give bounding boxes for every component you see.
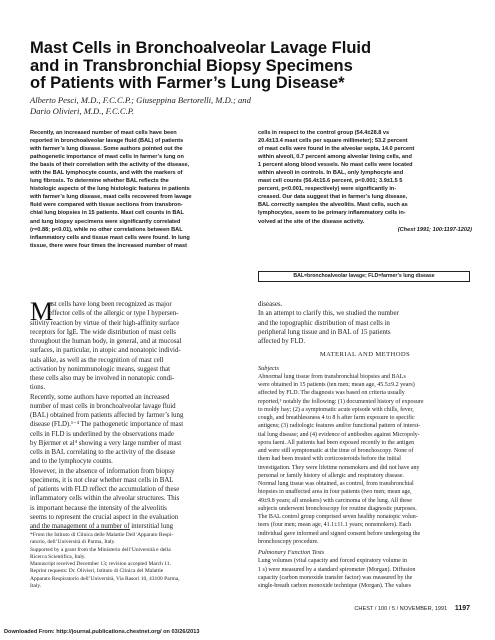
- subsection-heading: Subjects: [258, 364, 279, 372]
- abstract-line: inflammatory cells and tissue mast cells were found. In lung: [30, 234, 190, 241]
- body-line: effector cells of the allergic or type I hypersen-: [49, 310, 179, 318]
- abstract-line: 1 percent along blood vessels. No mast cells were located: [258, 162, 413, 169]
- abstract-line: with the BAL lymphocyte counts, and with the markers of: [30, 170, 183, 177]
- body-line: and the topographic distribution of mast cells in: [258, 319, 390, 327]
- body-line: (BAL) obtained from patients affected by farmer’s lung: [30, 412, 184, 419]
- body-line: sitivity reaction by virtue of their high-affinity surface: [30, 319, 180, 327]
- body-line: specimens, it is not clear whether mast cells in BAL: [30, 476, 174, 484]
- body-line: throughout the human body, in general, and at mucosal: [30, 338, 182, 345]
- body-line: disease (FLD).¹⁻⁴ The pathogenetic importance of mast: [30, 421, 184, 429]
- body-line: and to the lymphocyte counts.: [30, 458, 113, 466]
- abstract-line: (r=0.88; p<0.01), while no other correlations between BAL: [30, 226, 183, 233]
- body-line: Lung volumes (vital capacity and forced expiratory volume in: [258, 558, 407, 565]
- abstract-line: histologic aspects of the lung histologic features in patients: [30, 186, 190, 193]
- body-line: investigation. They were lifetime nonsmokers and did not have any: [258, 464, 420, 471]
- abstract-line: reported in bronchoalveolar lavage fluid (BAL) of patients: [30, 138, 184, 145]
- footnote-line: Apparato Respiratorio dell’Università, Via Rasori 10, 43100 Parma,: [30, 575, 180, 582]
- abstract-line: with farmer’s lung disease. Some authors pointed out the: [30, 146, 183, 153]
- body-line: The BAL control group comprised seven healthy nonatopic volun-: [258, 514, 418, 520]
- abstract-line: pathogenetic importance of mast cells in farmer’s lung on: [30, 154, 184, 161]
- abstract-line: within alveoli in controls. In BAL, only lymphocyte and: [258, 170, 404, 177]
- footnote-line: *From the Istituto di Clinica delle Malattie Dell’Apparato Respi-: [30, 532, 174, 538]
- body-line: diseases.: [258, 301, 283, 308]
- abstract-line: with farmer’s lung disease, mast cells recovered from lavage: [30, 194, 192, 201]
- body-line: antigens; (3) radiologic features and/or functional pattern of interst-: [258, 423, 421, 430]
- body-line: number of mast cells in bronchoalveolar lavage fluid: [30, 402, 176, 410]
- body-line: reported,⁵ notably the following: (1) documented history of exposure: [258, 398, 424, 405]
- body-line: surfaces, in particular, in atopic and nonatopic individ-: [30, 347, 181, 355]
- abstract-line: of mast cells were found in the alveolar septa, 14.0 percent: [258, 146, 415, 153]
- body-line: personal or family history of allergic and respiratory disease.: [258, 472, 405, 479]
- body-line: However, in the absence of information from biopsy: [30, 467, 175, 475]
- body-line: spora faeni. All patients had been exposed recently to the antigen: [258, 439, 415, 446]
- body-line: and were still symptomatic at the time of bronchoscopy. None of: [258, 448, 414, 454]
- footnote-line: Manuscript received December 13; revision accepted March 11.: [30, 561, 171, 568]
- affiliation-footnote: [30, 532, 244, 590]
- journal-footer: [300, 605, 470, 612]
- abstract-line: tissue, there were four times the increased number of mast: [30, 242, 187, 249]
- footnote-line: Ricerca Scientifica, Italy.: [30, 553, 86, 560]
- body-line: peripheral lung tissue and in BAL of 15 patients: [258, 328, 391, 336]
- body-line: of patients with FLD reflect the accumulation of these: [30, 486, 180, 493]
- body-line: biopsies in unaffected area in four patients (two men; mean age,: [258, 489, 412, 496]
- section-heading: MATERIAL AND METHODS: [319, 351, 411, 359]
- drop-cap: M: [30, 297, 54, 326]
- abstract-line: creased. Our data suggest that in farmer’s lung disease,: [258, 194, 408, 201]
- abstract-line: 20.4±13.4 mast cells per square millimeter); 53.2 percent: [258, 138, 408, 145]
- body-line: cough, and breathlessness 4 to 8 h after farm exposure to specific: [258, 415, 415, 421]
- body-line: is important because the intensity of the alveolitis: [30, 504, 167, 512]
- article-title: [30, 40, 470, 93]
- abstract-line: mast cell counts (56.4±15.6 percent, p<0.001; 3.9±1.5 5: [258, 178, 403, 185]
- abstract-right-column: [258, 129, 472, 234]
- body-line: and the management of a number of interstitial lung: [30, 523, 174, 530]
- abstract-line: lung fibrosis. To determine whether BAL reflects the: [30, 178, 169, 185]
- title-line: Mast Cells in Bronchoalveolar Lavage Fluid: [30, 39, 372, 57]
- body-line: individual gave informed and signed consent before undergoing the: [258, 530, 421, 537]
- abstract-line: chial lung biopsies in 15 patients. Mast cell counts in BAL: [30, 210, 184, 217]
- body-line: capacity (carbon monoxide transfer factor) was measured by the: [258, 574, 413, 581]
- footnote-line: Supported by a grant from the Ministerio dell’Università e della: [30, 546, 171, 553]
- author-line: Dario Olivieri, M.D., F.C.C.P.: [30, 106, 135, 116]
- body-line: by Bjermer et al⁴ showing a very large number of mast: [30, 439, 182, 447]
- body-line: to moldy hay; (2) a symptomatic acute episode with chills, fever,: [258, 406, 414, 413]
- body-line: Normal lung tissue was obtained, as control, from transbronchial: [258, 481, 414, 487]
- abstract-line: Recently, an increased number of mast cells have been: [30, 130, 177, 136]
- body-line: were obtained in 15 patients (ten men; mean age, 45.5±9.2 years): [258, 382, 415, 388]
- body-line: Abnormal lung tissue from transbronchial biopsies and BALs: [258, 373, 406, 380]
- abstract-line: volved at the site of the disease activity.: [258, 218, 365, 225]
- body-line: affected by FLD. The diagnosis was based on criteria usually: [258, 390, 405, 397]
- footnote-line: Italy.: [30, 583, 42, 590]
- body-right-column: [258, 300, 472, 590]
- body-line: cells in BAL correlating to the activity of the disease: [30, 449, 176, 456]
- abstract-line: and lung biopsy specimens were significantly correlated: [30, 218, 181, 225]
- body-line: these cells also may be involved in nonatopic condi-: [30, 375, 175, 382]
- body-line: them had been treated with corticosteroids before the initial: [258, 456, 401, 463]
- body-line: receptors for IgE. The wide distribution of mast cells: [30, 328, 176, 336]
- body-line: 1 s) were measured by a standard spirometer (Morgan). Diffusion: [258, 566, 416, 573]
- body-line: inflammatory cells within the alveolar structures. This: [30, 495, 180, 503]
- body-line: seems to represent the crucial aspect in the evaluation: [30, 513, 179, 521]
- body-line: uals alike, as well as the recognition of mast cell: [30, 356, 164, 364]
- body-left-column: [30, 297, 244, 531]
- body-line: bronchoscopy procedure.: [258, 538, 319, 545]
- body-line: cells in FLD is underlined by the observations made: [30, 430, 174, 438]
- title-line: of Patients with Farmer’s Lung Disease*: [30, 74, 345, 92]
- title-line: and in Transbronchial Biopsy Specimens: [30, 56, 353, 75]
- abstract-line: BAL correctly samples the alveolitis. Mast cells, such as: [258, 202, 408, 209]
- subsection-heading: Pulmonary Function Tests: [258, 549, 325, 556]
- journal-reference: CHEST / 100 / 5 / NOVEMBER, 1991: [354, 606, 448, 612]
- body-line: subjects underwent bronchoscopy for routine diagnostic purposes.: [258, 505, 417, 512]
- abstract-line: lymphocytes, seem to be primary inflammatory cells in-: [258, 210, 406, 217]
- abbreviations-box: BAL=bronchoalveolar lavage; FLD=farmer’s lung disease: [258, 271, 470, 282]
- footnote-line: ratorio, dell’Università di Parma, Italy.: [30, 539, 116, 546]
- body-line: tions.: [30, 384, 46, 392]
- download-notice: Downloaded From: http://journal.publications.chestnet.org/ on 03/26/2013: [4, 629, 200, 635]
- body-line: In an attempt to clarify this, we studied the number: [258, 310, 399, 318]
- journal-citation: (Chest 1991; 100:1197-1202): [397, 226, 472, 233]
- abstract-line: percent, p<0.001, respectively) were significantly in-: [258, 186, 397, 193]
- abstract-line: fluid were compared with tissue sections from transbron-: [30, 202, 183, 209]
- pft-paragraph: [258, 557, 472, 590]
- abstract-line: cells in respect to the control group (54.4±28.8 vs: [258, 130, 390, 136]
- subjects-paragraph: [258, 373, 472, 546]
- page-number: 1197: [454, 605, 470, 612]
- body-line: Recently, some authors have reported an increased: [30, 393, 170, 401]
- footnote-divider: [30, 529, 130, 530]
- author-list: [30, 95, 470, 117]
- body-line: teers (four men; mean age, 41.1±11.1 years; nonsmokers). Each: [258, 522, 412, 529]
- abstract-line: within alveoli, 0.7 percent among alveolar lining cells, and: [258, 154, 412, 161]
- author-line: Alberto Pesci, M.D., F.C.C.P.; Giuseppina Bertorelli, M.D.; and: [30, 95, 251, 105]
- footnote-line: Reprint requests: Dr. Olivieri, Istituto di Clinica del Malattie: [30, 568, 164, 575]
- body-line: affected by FLD.: [258, 338, 306, 345]
- body-line: ast cells have long been recognized as major: [49, 301, 172, 308]
- abstract-line: the basis of their correlation with the activity of the disease,: [30, 162, 190, 169]
- body-line: single-breath carbon monoxide technique (Morgan). The values: [258, 583, 411, 589]
- body-line: tial lung disease; and (4) evidence of antibodies against Micropoly-: [258, 431, 420, 438]
- body-line: 49±9.8 years; all smokers) with carcinoma of the lung. All these: [258, 497, 412, 504]
- abstract-left-column: [30, 129, 244, 250]
- body-line: activation by nonimmunologic means, suggest that: [30, 365, 171, 373]
